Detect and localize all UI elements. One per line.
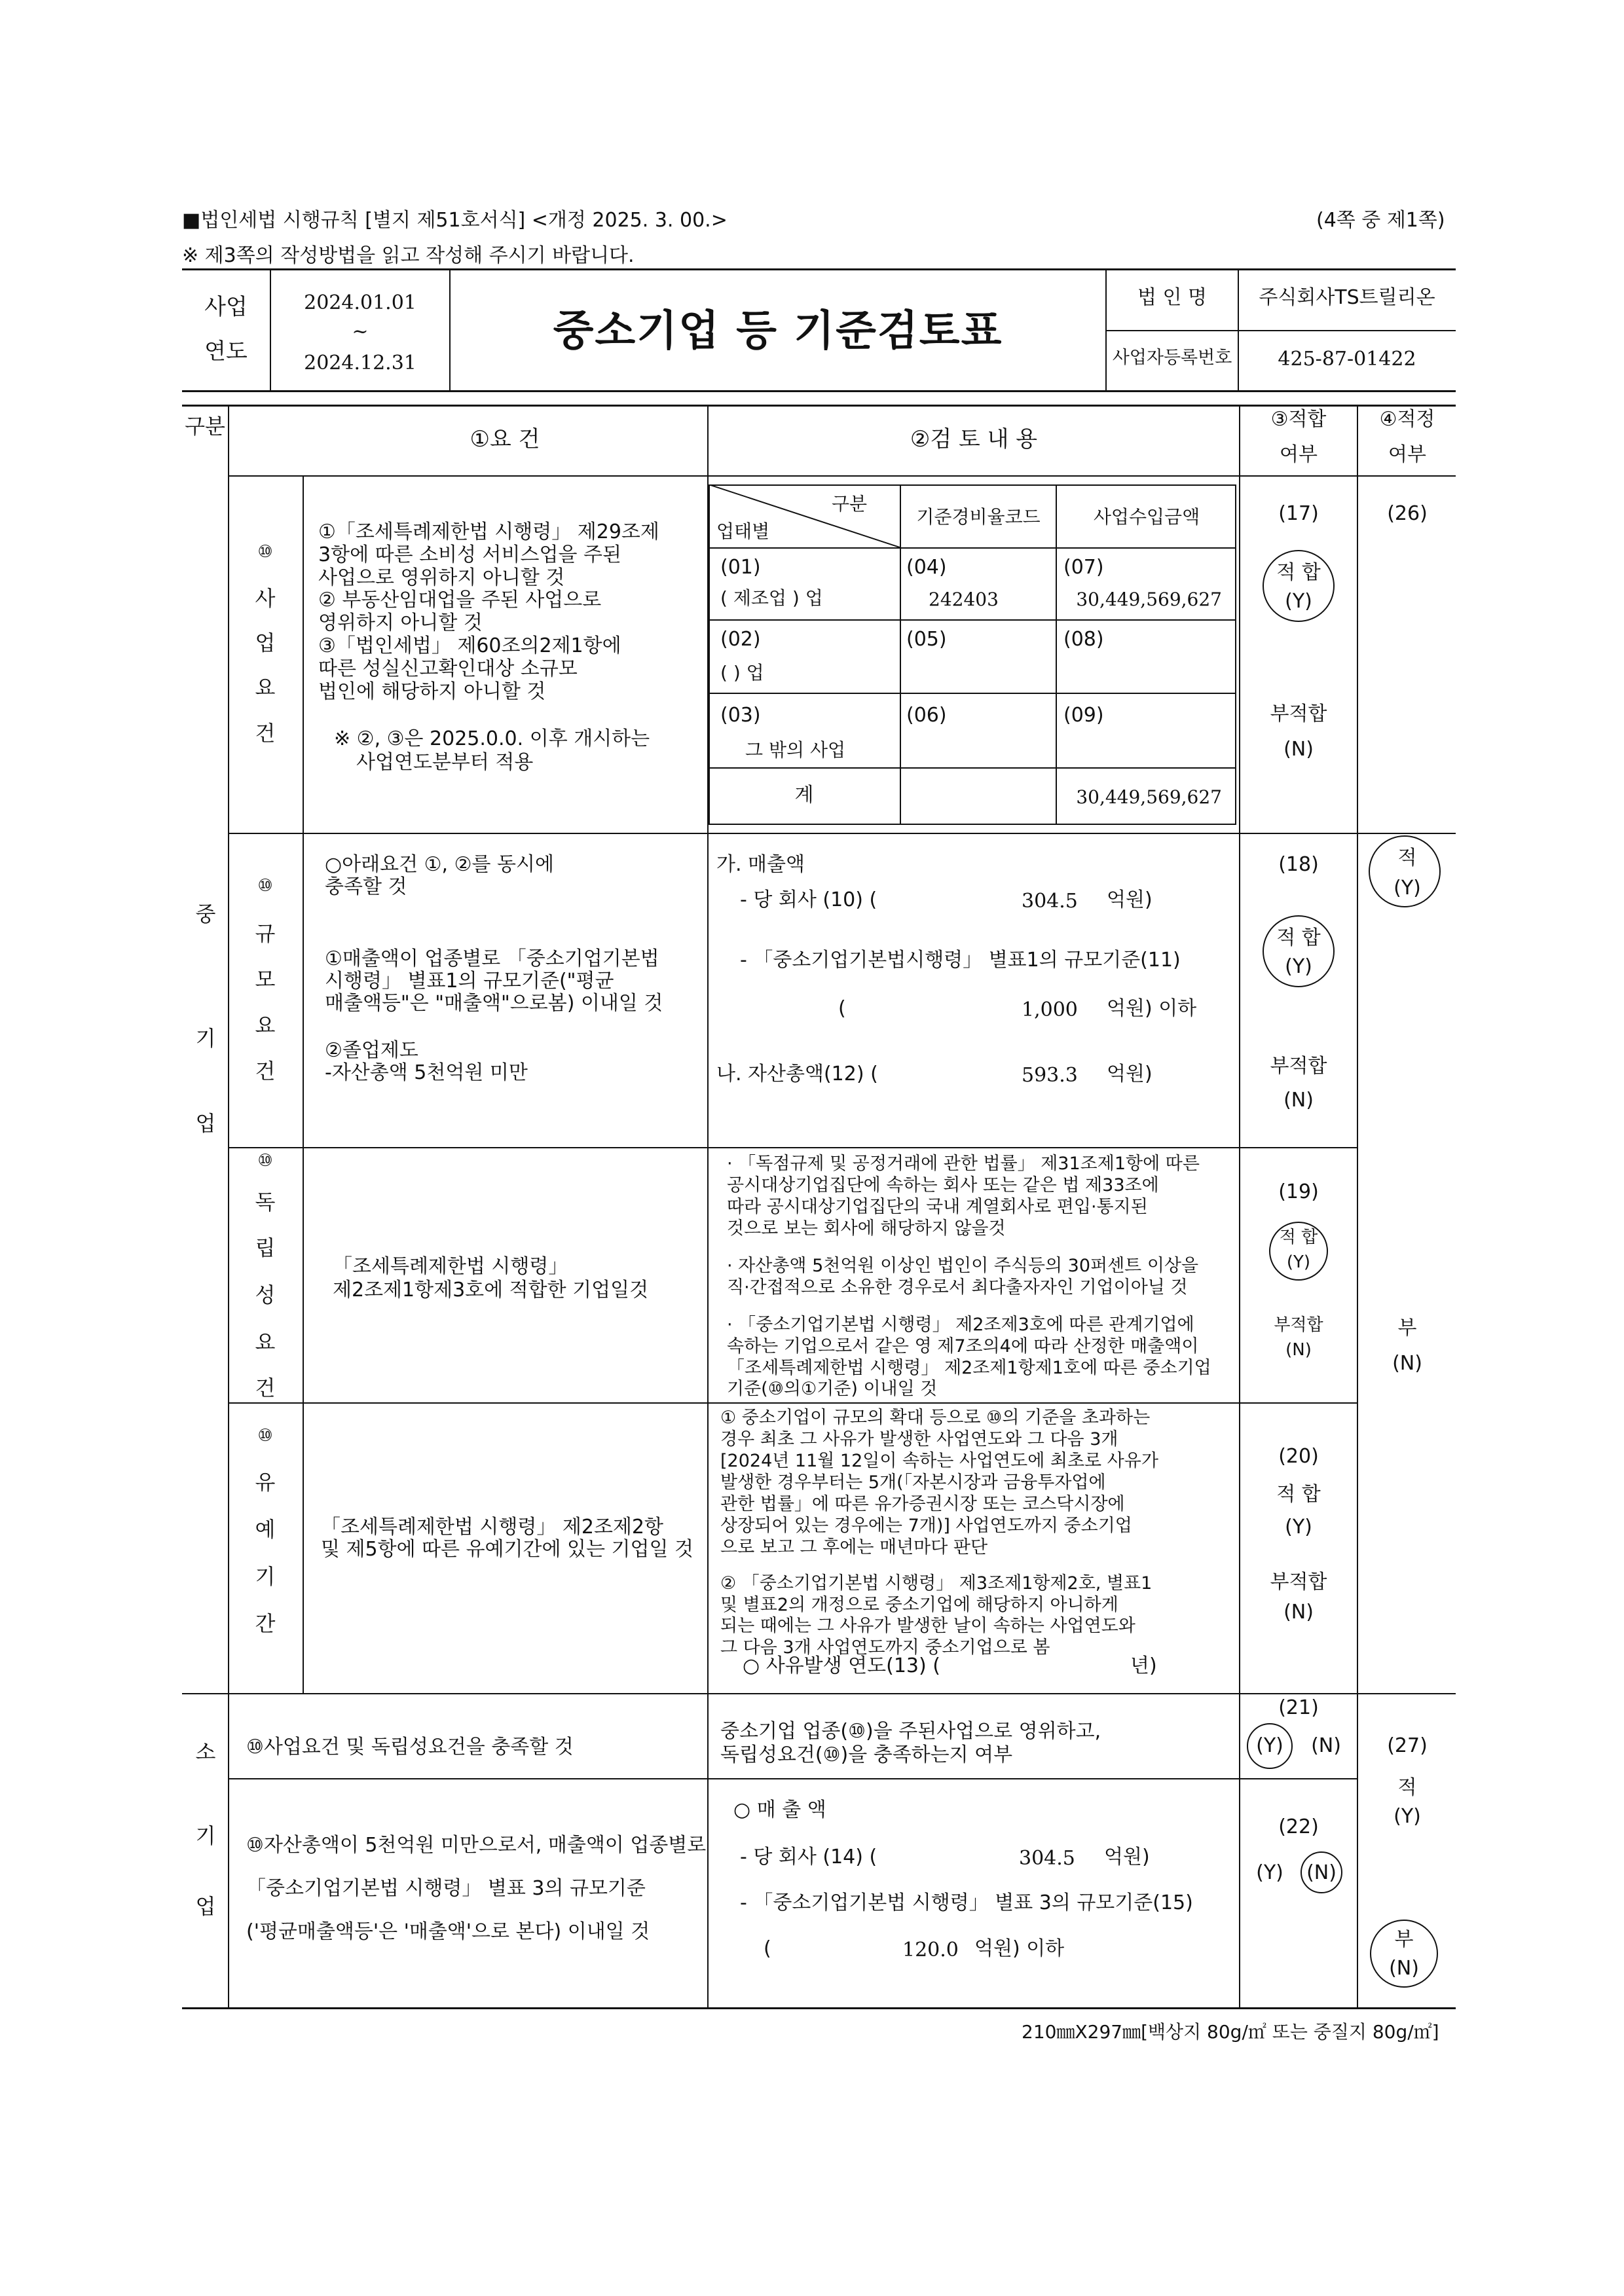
cell-03: (03) xyxy=(720,704,761,727)
r104-rev-line: ① 중소기업이 규모의 확대 등으로 ⑩의 기준을 초과하는 xyxy=(720,1408,1151,1428)
r104-fit-no-1: 부적합 xyxy=(1270,1571,1327,1594)
r103-rev-line: 것으로 보는 회사에 해당하지 않을것 xyxy=(727,1218,1006,1239)
r104-label-1: 유 xyxy=(255,1470,276,1495)
r106-sales-value: 304.5 xyxy=(1019,1847,1075,1870)
paper-spec-footer: 210㎜X297㎜[백상지 80g/㎡ 또는 중질지 80g/㎡] xyxy=(1022,2021,1439,2043)
r102-rev-b: - 당 회사 (10) ( xyxy=(740,888,877,911)
r106-fit-y: (Y) xyxy=(1256,1861,1283,1884)
side-label-small-3: 업 xyxy=(195,1894,216,1919)
r103-rev-line: 직·간접적으로 소유한 경우로서 최다출자자인 기업이아닐 것 xyxy=(727,1277,1188,1298)
col-fit-2: 여부 xyxy=(1280,443,1318,466)
cell-06: (06) xyxy=(906,704,947,727)
period-end: 2024.12.31 xyxy=(304,352,416,374)
side-label-mid-1: 중 xyxy=(195,902,216,926)
col-requirement: ①요 건 xyxy=(470,426,540,452)
r104-rev-line: 으로 보고 그 후에는 매년마다 판단 xyxy=(720,1537,988,1558)
r103-review xyxy=(727,1154,1211,1400)
cell-02: (02) xyxy=(720,628,761,651)
period-start: 2024.01.01 xyxy=(304,291,416,314)
cell-04-value: 242403 xyxy=(929,589,999,610)
r104-fit-no-2: (N) xyxy=(1283,1601,1314,1624)
r104-rev-line: 상장되어 있는 경우에는 7개)] 사업연도까지 중소기업 xyxy=(720,1515,1132,1536)
tbl-amt-header: 사업수입금액 xyxy=(1093,506,1200,528)
r101-req-line: 사업으로 영위하지 아니할 것 xyxy=(318,566,565,589)
r105-rev-1: 중소기업 업종(⑩)을 주된사업으로 영위하고, xyxy=(720,1720,1101,1743)
r102-proper-2: (Y) xyxy=(1393,877,1421,900)
r102-fit-yes-2: (Y) xyxy=(1285,955,1312,978)
r106-proper-1: 부 xyxy=(1394,1928,1414,1951)
r102-sales-value: 304.5 xyxy=(1022,890,1078,913)
top-bottom-rule xyxy=(182,390,1456,392)
cell-08: (08) xyxy=(1063,628,1104,651)
r104-req-1: 「조세특례제한법 시행령」 제2조제2항 xyxy=(321,1516,663,1539)
cell-02-name: ( ) 업 xyxy=(720,662,764,683)
r105-proper-1: 적 xyxy=(1397,1776,1417,1799)
r102-fit-no-1: 부적합 xyxy=(1270,1055,1327,1078)
r102-fit-no-2: (N) xyxy=(1283,1089,1314,1112)
r103-rev-line: 속하는 기업으로서 같은 영 제7조의4에 따라 산정한 매출액이 xyxy=(727,1336,1199,1357)
r104-rev-line: 되는 때에는 그 사유가 발생한 날이 속하는 사업연도와 xyxy=(720,1616,1135,1637)
r106-req-2: 「중소기업기본법 시행령」 별표 3의 규모기준 xyxy=(246,1877,646,1900)
r101-label-4: 건 xyxy=(255,721,276,746)
r103-req-2: 제2조제1항제3호에 적합한 기업일것 xyxy=(333,1279,649,1302)
r101-fit-no: (17) xyxy=(1278,502,1319,525)
year-label-2: 연도 xyxy=(204,338,248,365)
r102-fit-no: (18) xyxy=(1278,853,1319,876)
r103-rev-line: 따라 공시대상기업집단의 국내 계열회사로 편입·통지된 xyxy=(727,1196,1148,1217)
r102-req-c1: ①매출액이 업종별로 「중소기업기본법 xyxy=(325,947,659,970)
r106-rev-c: - 「중소기업기본법 시행령」 별표 3의 규모기준(15) xyxy=(740,1891,1193,1914)
r102-req-c2: 시행령」 별표1의 규모기준("평균 xyxy=(325,970,614,993)
r103-fit-yes-1: 적 합 xyxy=(1279,1228,1318,1247)
r103-fit-yes-2: (Y) xyxy=(1286,1252,1311,1272)
r102-proper-1: 적 xyxy=(1397,847,1417,869)
side-label-small-2: 기 xyxy=(195,1823,216,1848)
r102-req-d2: -자산총액 5천억원 미만 xyxy=(325,1061,528,1084)
r106-req-3: ('평균매출액등'은 '매출액'으로 본다) 이내일 것 xyxy=(246,1920,650,1943)
r104-fit-yes-1: 적 합 xyxy=(1276,1483,1321,1506)
r102-standard-value: 1,000 xyxy=(1022,998,1078,1021)
r102-req-a: ○아래요건 ①, ②를 동시에 xyxy=(325,853,554,876)
r101-label-3: 요 xyxy=(255,675,276,700)
r101-req-line: 따른 성실신고확인대상 소규모 xyxy=(318,657,578,680)
r104-rev-last-unit: 년) xyxy=(1130,1654,1157,1677)
r104-rev-last: ○ 사유발생 연도(13) ( xyxy=(743,1654,940,1677)
r103-fit-no: (19) xyxy=(1278,1180,1319,1203)
tbl-biz-header: 업태별 xyxy=(716,520,770,542)
r104-rev-line: 그 다음 3개 사업연도까지 중소기업으로 봄 xyxy=(720,1637,1050,1658)
r103-label-2: 립 xyxy=(255,1235,276,1260)
col-proper-2: 여부 xyxy=(1388,443,1426,466)
r106-req-1: ⑩자산총액이 5천억원 미만으로서, 매출액이 업종별로 xyxy=(246,1834,707,1857)
r104-rev-line: 관한 법률」에 따른 유가증권시장 또는 코스닥시장에 xyxy=(720,1493,1125,1514)
r101-label-2: 업 xyxy=(255,630,276,655)
r102-label-2: 모 xyxy=(255,967,276,992)
r102-rev-e: 나. 자산총액(12) ( xyxy=(716,1063,878,1085)
col-gubun: 구분 xyxy=(185,414,225,439)
cell-01-name: ( 제조업 ) 업 xyxy=(720,587,823,609)
corp-name-label: 법 인 명 xyxy=(1137,286,1207,309)
r105-rev-2: 독립성요건(⑩)을 충족하는지 여부 xyxy=(720,1743,1013,1766)
r106-fit-n: (N) xyxy=(1306,1861,1337,1884)
reg-no: 425-87-01422 xyxy=(1278,348,1416,371)
r101-req-line: 영위하지 아니할 것 xyxy=(318,611,483,635)
r105-proper-no: (27) xyxy=(1387,1734,1428,1757)
col-fit-1: ③적합 xyxy=(1270,408,1327,431)
r104-rev-line: 발생한 경우부터는 5개(「자본시장과 금융투자업에 xyxy=(720,1472,1106,1493)
r102-label-3: 요 xyxy=(255,1013,276,1038)
r101-fit-no-2: (N) xyxy=(1283,738,1314,761)
r105-fit-no: (21) xyxy=(1278,1696,1319,1719)
cell-07-value: 30,449,569,627 xyxy=(1076,589,1222,610)
col-review: ②검 토 내 용 xyxy=(910,426,1038,452)
corp-name: 주식회사TS트릴리온 xyxy=(1259,286,1435,309)
r102-label-4: 건 xyxy=(255,1059,276,1084)
r104-label-0: ⑩ xyxy=(257,1426,273,1446)
r104-fit-no: (20) xyxy=(1278,1445,1319,1468)
r106-fit-no: (22) xyxy=(1278,1815,1319,1838)
r102-assets-value: 593.3 xyxy=(1022,1064,1078,1087)
total-value: 30,449,569,627 xyxy=(1076,786,1222,808)
r101-req-note-2: 사업연도분부터 적용 xyxy=(356,751,534,774)
r106-standard-unit: 억원) 이하 xyxy=(974,1937,1065,1960)
r102-sales-unit: 억원) xyxy=(1107,888,1153,911)
r103-rev-line: 공시대상기업집단에 속하는 회사 또는 같은 법 제33조에 xyxy=(727,1175,1159,1195)
instruction-note: ※ 제3쪽의 작성방법을 읽고 작성해 주시기 바랍니다. xyxy=(182,244,635,267)
r104-review xyxy=(720,1408,1158,1659)
r102-req-c3: 매출액등"은 "매출액"으로봄) 이내일 것 xyxy=(325,992,663,1015)
r103-fit-no-1: 부적합 xyxy=(1274,1315,1323,1335)
cell-09: (09) xyxy=(1063,704,1104,727)
r101-label-1: 사 xyxy=(255,586,276,611)
r105-proper-2: (Y) xyxy=(1393,1805,1421,1828)
r101-fit-yes-2: (Y) xyxy=(1285,590,1312,613)
col-proper-1: ④적정 xyxy=(1379,408,1435,431)
r106-sales-unit: 억원) xyxy=(1104,1846,1150,1868)
r101-req-line: ② 부동산임대업을 주된 사업으로 xyxy=(318,589,602,612)
r103-proper-2: (N) xyxy=(1392,1352,1422,1375)
r104-fit-yes-2: (Y) xyxy=(1285,1516,1312,1539)
r105-fit-n: (N) xyxy=(1311,1734,1341,1757)
r106-rev-d-open: ( xyxy=(764,1937,771,1960)
r106-proper-2: (N) xyxy=(1389,1957,1419,1980)
r103-rev-line: · 「독점규제 및 공정거래에 관한 법률」 제31조제1항에 따른 xyxy=(727,1154,1200,1174)
side-label-mid-3: 업 xyxy=(195,1111,216,1136)
cell-04: (04) xyxy=(906,556,947,579)
r103-label-4: 요 xyxy=(255,1330,276,1355)
cell-05: (05) xyxy=(906,628,947,651)
r103-fit-no-2: (N) xyxy=(1285,1340,1312,1360)
r101-req-line: ③「법인세법」 제60조의2제1항에 xyxy=(318,634,621,657)
r103-rev-line: 「조세특례제한법 시행령」 제2조제1항제1호에 따른 중소기업 xyxy=(727,1357,1211,1378)
r104-label-2: 예 xyxy=(255,1517,276,1542)
r101-req-note-1: ※ ②, ③은 2025.0.0. 이후 개시하는 xyxy=(334,727,650,750)
r102-req-d1: ②졸업제도 xyxy=(325,1039,418,1062)
r103-label-3: 성 xyxy=(255,1283,276,1307)
r104-rev-line: ② 「중소기업기본법 시행령」 제3조제1항제2호, 별표1 xyxy=(720,1573,1153,1594)
side-label-small-1: 소 xyxy=(195,1740,216,1764)
r103-label-1: 독 xyxy=(255,1190,276,1214)
r102-rev-a: 가. 매출액 xyxy=(716,853,805,876)
period-tilde: ~ xyxy=(352,320,369,343)
cell-03-name: 그 밖의 사업 xyxy=(745,739,846,761)
r105-requirement: ⑩사업요건 및 독립성요건을 충족할 것 xyxy=(246,1736,574,1758)
total-label: 계 xyxy=(794,784,814,807)
reg-no-label: 사업자등록번호 xyxy=(1112,348,1232,368)
r104-rev-line: [2024년 11월 12일이 속하는 사업연도에 최초로 사유가 xyxy=(720,1450,1158,1471)
r103-req-1: 「조세특례제한법 시행령」 xyxy=(333,1255,568,1278)
r101-fit-no-1: 부적합 xyxy=(1270,702,1327,725)
r102-label-0: ⑩ xyxy=(257,876,273,896)
r101-fit-yes-1: 적 합 xyxy=(1276,561,1321,584)
form-reference: ■법인세법 시행규칙 [별지 제51호서식] <개정 2025. 3. 00.> xyxy=(182,209,728,232)
r103-proper-1: 부 xyxy=(1397,1317,1417,1339)
r102-req-b: 충족할 것 xyxy=(325,875,407,898)
r102-rev-d-open: ( xyxy=(838,997,846,1020)
page-count: (4쪽 중 제1쪽) xyxy=(1316,209,1445,232)
r102-label-1: 규 xyxy=(255,921,276,946)
r105-fit-y: (Y) xyxy=(1256,1734,1283,1757)
year-label-1: 사업 xyxy=(204,294,248,320)
cell-01: (01) xyxy=(720,556,761,579)
r103-rev-line: · 「중소기업기본법 시행령」 제2조제3호에 따른 관계기업에 xyxy=(727,1314,1194,1335)
r104-label-3: 기 xyxy=(255,1564,276,1589)
r106-rev-b: - 당 회사 (14) ( xyxy=(740,1846,877,1868)
r101-proper-no: (26) xyxy=(1387,502,1428,525)
r101-req-line: 법인에 해당하지 아니할 것 xyxy=(318,680,546,703)
r103-rev-line: · 자산총액 5천억원 이상인 법인이 주식등의 30퍼센트 이상을 xyxy=(727,1255,1199,1276)
r104-rev-line: 및 별표2의 개정으로 중소기업에 해당하지 아니하게 xyxy=(720,1594,1118,1615)
main-top-rule xyxy=(182,405,1456,407)
r102-standard-unit: 억원) 이하 xyxy=(1107,997,1197,1020)
r101-req-line: ①「조세특례제한법 시행령」 제29조제 xyxy=(318,520,659,543)
r106-rev-a: ○ 매 출 액 xyxy=(733,1798,826,1821)
r104-rev-line: 경우 최초 그 사유가 발생한 사업연도와 그 다음 3개 xyxy=(720,1429,1118,1449)
r103-label-0: ⑩ xyxy=(257,1151,273,1171)
document-title: 중소기업 등 기준검토표 xyxy=(553,307,1003,355)
r102-assets-unit: 억원) xyxy=(1107,1063,1153,1085)
main-bottom-rule xyxy=(182,2007,1456,2009)
r106-standard-value: 120.0 xyxy=(902,1939,959,1961)
tbl-gubun-header: 구분 xyxy=(832,493,868,515)
r101-req-line: 3항에 따른 소비성 서비스업을 주된 xyxy=(318,543,621,566)
r103-label-5: 건 xyxy=(255,1376,276,1400)
r104-req-2: 및 제5항에 따른 유예기간에 있는 기업일 것 xyxy=(321,1538,693,1561)
r101-requirement xyxy=(318,521,659,703)
cell-07: (07) xyxy=(1063,556,1104,579)
r102-rev-c: - 「중소기업기본법시행령」 별표1의 규모기준(11) xyxy=(740,949,1181,972)
side-label-mid-2: 기 xyxy=(195,1026,216,1051)
top-rule xyxy=(182,268,1456,270)
r103-rev-line: 기준(⑩의①기준) 이내일 것 xyxy=(727,1379,938,1400)
tbl-code-header: 기준경비율코드 xyxy=(916,506,1041,528)
r104-label-4: 간 xyxy=(255,1611,276,1636)
r102-fit-yes-1: 적 합 xyxy=(1276,926,1321,949)
r101-label-0: ⑩ xyxy=(257,542,273,562)
